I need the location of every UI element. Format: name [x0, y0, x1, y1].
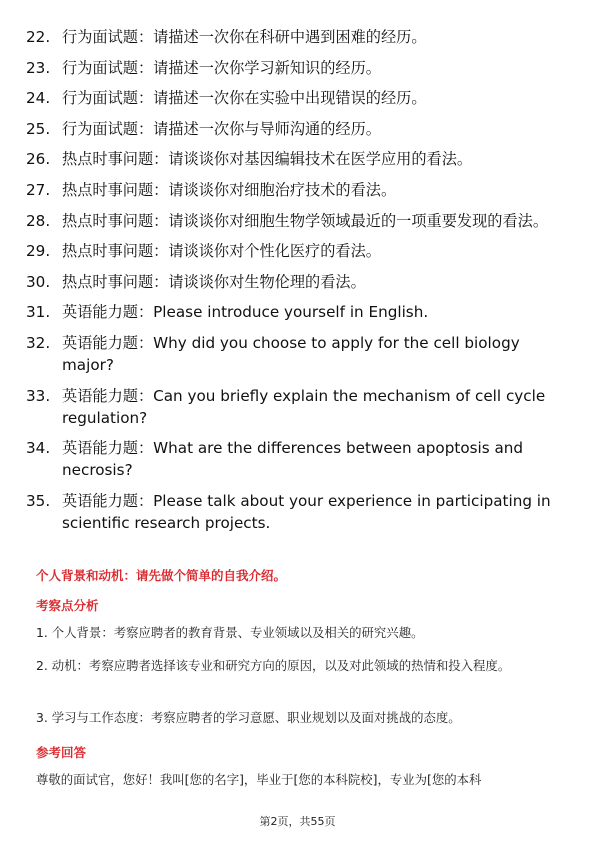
question-item [26, 118, 571, 140]
question-text: 英语能力题：What are the differences between apoptosis and necrosis? [62, 439, 524, 480]
question-number: 30. [26, 272, 51, 291]
question-number: 24. [26, 89, 51, 108]
analysis-point: 3. 学习与工作态度：考察应聘者的学习意愿、职业规划以及面对挑战的态度。 [36, 710, 461, 725]
question-text: 行为面试题：请描述一次你在实验中出现错误的经历。 [62, 89, 427, 108]
question-text: 行为面试题：请描述一次你学习新知识的经历。 [62, 58, 381, 77]
question-number: 28. [26, 211, 51, 230]
question-number: 35. [26, 491, 51, 510]
question-item [26, 437, 571, 481]
question-text: 英语能力题：Why did you choose to apply for the cell biology major? [62, 333, 520, 374]
question-item [26, 57, 571, 79]
question-number: 25. [26, 119, 51, 138]
question-number: 33. [26, 386, 51, 405]
question-number: 32. [26, 333, 51, 352]
question-item [26, 26, 571, 48]
question-item [26, 271, 571, 293]
question-text: 热点时事问题：请谈谈你对基因编辑技术在医学应用的看法。 [62, 150, 473, 169]
question-number: 29. [26, 242, 51, 261]
question-item [26, 490, 571, 534]
question-item [26, 148, 571, 170]
answer-text: 尊敬的面试官，您好！我叫[您的名字]，毕业于[您的本科院校]，专业为[您的本科 [36, 772, 482, 787]
question-item [26, 179, 571, 201]
question-item [26, 240, 571, 262]
page-number: 第2页，共55页 [259, 815, 336, 828]
question-text: 热点时事问题：请谈谈你对细胞生物学领域最近的一项重要发现的看法。 [62, 211, 548, 230]
question-text: 英语能力题：Can you briefly explain the mechanism of cell cycle regulation? [62, 386, 546, 427]
analysis-heading: 考察点分析 [36, 598, 99, 613]
question-text: 热点时事问题：请谈谈你对生物伦理的看法。 [62, 272, 366, 291]
question-number: 22. [26, 28, 51, 46]
question-number: 27. [26, 180, 51, 199]
question-item [26, 210, 571, 232]
question-number: 23. [26, 58, 51, 77]
question-item [26, 385, 571, 429]
answer-heading: 参考回答 [36, 745, 87, 760]
question-text: 热点时事问题：请谈谈你对个性化医疗的看法。 [62, 242, 381, 261]
question-number: 34. [26, 439, 51, 458]
analysis-point: 2. 动机：考察应聘者选择该专业和研究方向的原因，以及对此领域的热情和投入程度。 [36, 658, 511, 673]
question-item [26, 332, 571, 376]
analysis-point: 1. 个人背景：考察应聘者的教育背景、专业领域以及相关的研究兴趣。 [36, 625, 424, 640]
question-text: 英语能力题：Please talk about your experience in participating in scientific research projects. [62, 491, 551, 532]
question-number: 26. [26, 150, 51, 169]
question-item [26, 87, 571, 109]
section-title: 个人背景和动机：请先做个简单的自我介绍。 [36, 568, 287, 583]
question-item [26, 301, 571, 323]
question-text: 行为面试题：请描述一次你与导师沟通的经历。 [62, 119, 381, 138]
question-text: 热点时事问题：请谈谈你对细胞治疗技术的看法。 [62, 180, 397, 199]
question-number: 31. [26, 303, 51, 322]
question-text: 英语能力题：Please introduce yourself in English. [62, 303, 429, 322]
question-list [26, 26, 571, 542]
question-text: 行为面试题：请描述一次你在科研中遇到困难的经历。 [62, 28, 427, 46]
